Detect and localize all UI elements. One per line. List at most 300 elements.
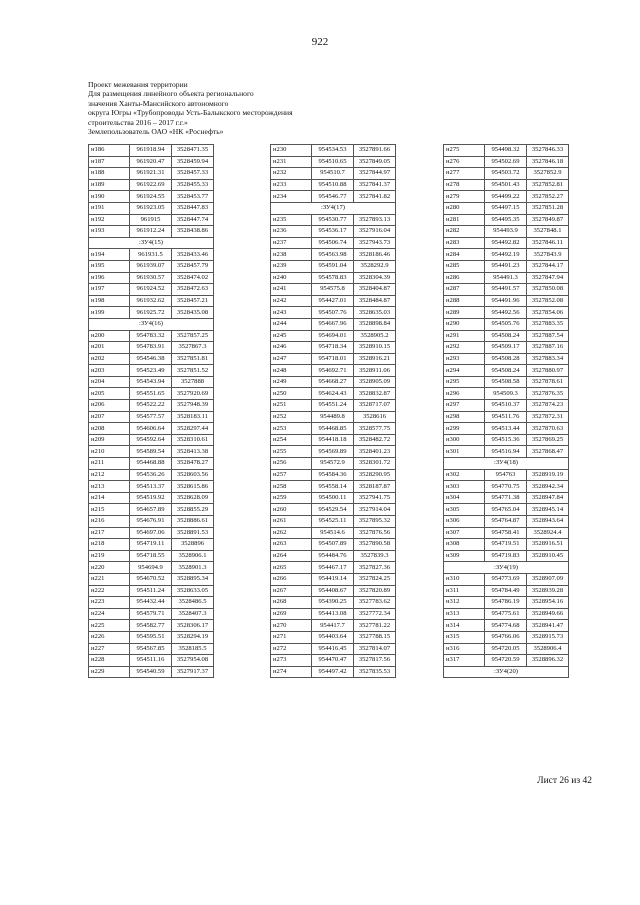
x-coordinate-cell: 954492.56 [485,307,527,319]
y-coordinate-cell: 3528916.51 [527,539,569,551]
point-id-cell: н198 [89,295,130,307]
x-coordinate-cell: 954510.37 [485,400,527,412]
y-coordinate-cell: 3527916.04 [354,226,396,238]
table-row [89,608,214,620]
y-coordinate-cell: 3527948.39 [172,400,214,412]
contour-row [444,666,569,678]
y-coordinate-cell: 3527888 [172,376,214,388]
y-coordinate-cell: 3527869.25 [527,434,569,446]
table-row [271,226,396,238]
table-row [271,666,396,678]
x-coordinate-cell: 954563.98 [312,249,354,261]
y-coordinate-cell: 3528478.27 [172,458,214,470]
table-row [444,388,569,400]
y-coordinate-cell: 3528577.75 [354,423,396,435]
table-row [89,272,214,284]
x-coordinate-cell: 954505.76 [485,318,527,330]
y-coordinate-cell: 3528401.23 [354,446,396,458]
point-id-cell: н260 [271,504,312,516]
x-coordinate-cell: 954501.43 [485,179,527,191]
table-row [271,516,396,528]
point-id-cell: н216 [89,516,130,528]
x-coordinate-cell: 954529.54 [312,504,354,516]
x-coordinate-cell: 954540.59 [130,666,172,678]
table-row [89,388,214,400]
x-coordinate-cell: 954783.32 [130,330,172,342]
x-coordinate-cell: 954584.36 [312,469,354,481]
contour-row [444,458,569,470]
point-id-cell: н269 [271,608,312,620]
table-row [444,446,569,458]
x-coordinate-cell: 954694.01 [312,330,354,342]
table-row [89,492,214,504]
x-coordinate-cell: 954783.91 [130,342,172,354]
table-row [89,585,214,597]
y-coordinate-cell: 3527846.18 [527,156,569,168]
y-coordinate-cell: 3527827.36 [354,562,396,574]
contour-label: :ЗУ4(18) [444,458,569,470]
point-id-cell: н264 [271,550,312,562]
y-coordinate-cell: 3527876.56 [354,527,396,539]
y-coordinate-cell: 3528886.61 [172,516,214,528]
table-row [271,376,396,388]
point-id-cell: н263 [271,539,312,551]
y-coordinate-cell: 3528954.16 [527,597,569,609]
point-id-cell: н277 [444,168,485,180]
table-row [271,307,396,319]
table-row [444,376,569,388]
x-coordinate-cell: 954551.65 [130,388,172,400]
table-row [444,168,569,180]
y-coordinate-cell: 3527852.9 [527,168,569,180]
x-coordinate-cell: 954758.41 [485,527,527,539]
x-coordinate-cell: 954495.35 [485,214,527,226]
y-coordinate-cell: 3528447.74 [172,214,214,226]
table-row [89,504,214,516]
point-id-cell: н254 [271,434,312,446]
point-id-cell: н187 [89,156,130,168]
table-row [89,458,214,470]
x-coordinate-cell: 954418.18 [312,434,354,446]
point-id-cell: н303 [444,481,485,493]
point-id-cell: н273 [271,655,312,667]
table-row [444,365,569,377]
x-coordinate-cell: 954492.82 [485,237,527,249]
y-coordinate-cell: 3528942.34 [527,481,569,493]
y-coordinate-cell: 3528304.39 [354,272,396,284]
x-coordinate-cell: 954773.69 [485,573,527,585]
contour-row [271,202,396,214]
y-coordinate-cell: 3528603.56 [172,469,214,481]
x-coordinate-cell: 961912.24 [130,226,172,238]
table-row [271,573,396,585]
y-coordinate-cell: 3528472.63 [172,284,214,296]
x-coordinate-cell: 954502.69 [485,156,527,168]
point-id-cell: н284 [444,249,485,261]
table-row [271,214,396,226]
x-coordinate-cell: 954498.32 [485,145,527,157]
table-row [271,168,396,180]
coordinates-table-1 [88,144,214,678]
table-row [89,295,214,307]
table-row [271,631,396,643]
y-coordinate-cell: 3527814.07 [354,643,396,655]
table-row [444,226,569,238]
point-id-cell: н271 [271,631,312,643]
point-id-cell: н248 [271,365,312,377]
x-coordinate-cell: 954775.61 [485,608,527,620]
point-id-cell: н311 [444,585,485,597]
table-row [89,655,214,667]
x-coordinate-cell: 961924.52 [130,284,172,296]
point-id-cell: н247 [271,353,312,365]
table-row [271,585,396,597]
y-coordinate-cell: 3528404.87 [354,284,396,296]
x-coordinate-cell: 954499.22 [485,191,527,203]
table-row [444,156,569,168]
point-id-cell: н230 [271,145,312,157]
point-id-cell: н315 [444,631,485,643]
point-id-cell: н296 [444,388,485,400]
table-row [444,214,569,226]
x-coordinate-cell: 954567.85 [130,643,172,655]
y-coordinate-cell: 3528413.38 [172,446,214,458]
y-coordinate-cell: 3528855.29 [172,504,214,516]
y-coordinate-cell: 3527954.08 [172,655,214,667]
point-id-cell: н228 [89,655,130,667]
table-row [89,214,214,226]
sheet-footer: Лист 26 из 42 [537,776,592,786]
x-coordinate-cell: 954720.05 [485,643,527,655]
y-coordinate-cell: 3528455.33 [172,179,214,191]
point-id-cell: н201 [89,342,130,354]
table-row [271,446,396,458]
y-coordinate-cell: 3527841.82 [354,191,396,203]
contour-label: :ЗУ4(19) [444,562,569,574]
x-coordinate-cell: 954719.51 [485,539,527,551]
table-row [89,411,214,423]
x-coordinate-cell: 954491.3 [485,272,527,284]
y-coordinate-cell: 3527846.33 [527,145,569,157]
table-row [444,411,569,423]
point-id-cell: н285 [444,260,485,272]
point-id-cell: н210 [89,446,130,458]
point-id-cell: н204 [89,376,130,388]
x-coordinate-cell: 954522.22 [130,400,172,412]
point-id-cell: н225 [89,620,130,632]
point-id-cell: н312 [444,597,485,609]
point-id-cell: н235 [271,214,312,226]
y-coordinate-cell: 3528457.21 [172,295,214,307]
y-coordinate-cell: 3528910.15 [354,342,396,354]
x-coordinate-cell: 954508.24 [485,330,527,342]
point-id-cell: н207 [89,411,130,423]
table-row [444,516,569,528]
point-id-cell: н232 [271,168,312,180]
y-coordinate-cell: 3528910.45 [527,550,569,562]
x-coordinate-cell: 954606.64 [130,423,172,435]
point-id-cell: н206 [89,400,130,412]
x-coordinate-cell: 954510.88 [312,179,354,191]
point-id-cell: н298 [444,411,485,423]
y-coordinate-cell: 3528628.09 [172,492,214,504]
page-number: 922 [311,36,329,48]
contour-row [89,237,214,249]
contour-row [89,318,214,330]
point-id-cell: н261 [271,516,312,528]
x-coordinate-cell: 954595.51 [130,631,172,643]
point-id-cell: н308 [444,539,485,551]
table-row [444,504,569,516]
table-row [89,365,214,377]
x-coordinate-cell: 954493.9 [485,226,527,238]
x-coordinate-cell: 954591.04 [312,260,354,272]
point-id-cell: н200 [89,330,130,342]
point-id-cell: н272 [271,643,312,655]
point-id-cell: н193 [89,226,130,238]
table-row [271,643,396,655]
y-coordinate-cell: 3527772.34 [354,608,396,620]
table-row [89,376,214,388]
table-row [271,365,396,377]
table-row [271,191,396,203]
y-coordinate-cell: 3527847.94 [527,272,569,284]
point-id-cell: н199 [89,307,130,319]
point-id-cell: н259 [271,492,312,504]
y-coordinate-cell: 3528486.5 [172,597,214,609]
x-coordinate-cell: 961931.5 [130,249,172,261]
table-row [444,573,569,585]
y-coordinate-cell: 3527852.08 [527,295,569,307]
y-coordinate-cell: 3527887.54 [527,330,569,342]
x-coordinate-cell: 954492.19 [485,249,527,261]
x-coordinate-cell: 954589.54 [130,446,172,458]
x-coordinate-cell: 954718.01 [312,353,354,365]
y-coordinate-cell: 3528447.83 [172,202,214,214]
x-coordinate-cell: 961918.94 [130,145,172,157]
x-coordinate-cell: 954784.49 [485,585,527,597]
table-row [444,481,569,493]
point-id-cell: н286 [444,272,485,284]
y-coordinate-cell: 3527846.11 [527,237,569,249]
y-coordinate-cell: 3528615.86 [172,481,214,493]
table-row [271,295,396,307]
y-coordinate-cell: 3527890.58 [354,539,396,551]
x-coordinate-cell: 954624.43 [312,388,354,400]
y-coordinate-cell: 3528898.84 [354,318,396,330]
table-row [271,597,396,609]
table-row [271,353,396,365]
header-line: значения Ханты-Мансийского автономного [88,98,229,108]
table-row [89,573,214,585]
x-coordinate-cell: 954592.64 [130,434,172,446]
point-id-cell: н274 [271,666,312,678]
y-coordinate-cell: 3528916.21 [354,353,396,365]
point-id-cell: н220 [89,562,130,574]
table-row [89,400,214,412]
point-id-cell: н268 [271,597,312,609]
x-coordinate-cell: 954508.24 [485,365,527,377]
point-id-cell: н299 [444,423,485,435]
x-coordinate-cell: 954697.06 [130,527,172,539]
y-coordinate-cell: 3528438.86 [172,226,214,238]
header-line: строительства 2016 – 2017 г.г.» [88,117,188,127]
y-coordinate-cell: 3527844.97 [354,168,396,180]
y-coordinate-cell: 3528185.5 [172,643,214,655]
y-coordinate-cell: 3528947.84 [527,492,569,504]
y-coordinate-cell: 3528919.19 [527,469,569,481]
point-id-cell: н250 [271,388,312,400]
y-coordinate-cell: 3527839.3 [354,550,396,562]
coordinates-table-3 [443,144,569,678]
table-row [271,608,396,620]
table-row [271,260,396,272]
table-row [271,318,396,330]
table-row [271,469,396,481]
point-id-cell: н203 [89,365,130,377]
y-coordinate-cell: 3527867.3 [172,342,214,354]
table-row [89,202,214,214]
x-coordinate-cell: 961924.55 [130,191,172,203]
point-id-cell: н217 [89,527,130,539]
x-coordinate-cell: 954578.83 [312,272,354,284]
point-id-cell: н224 [89,608,130,620]
point-id-cell: н306 [444,516,485,528]
point-id-cell: н239 [271,260,312,272]
table-row [89,631,214,643]
x-coordinate-cell: 954468.85 [312,423,354,435]
x-coordinate-cell: 954519.92 [130,492,172,504]
point-id-cell: н236 [271,226,312,238]
y-coordinate-cell: 3527851.28 [527,202,569,214]
table-row [89,260,214,272]
table-row [89,620,214,632]
y-coordinate-cell: 3527820.89 [354,585,396,597]
table-row [271,400,396,412]
y-coordinate-cell: 3528453.77 [172,191,214,203]
point-id-cell: н262 [271,527,312,539]
point-id-cell: н233 [271,179,312,191]
x-coordinate-cell: 954525.11 [312,516,354,528]
point-id-cell: н190 [89,191,130,203]
x-coordinate-cell: 954427.01 [312,295,354,307]
table-row [271,492,396,504]
point-id-cell: н288 [444,295,485,307]
table-row [271,342,396,354]
x-coordinate-cell: 954509.17 [485,342,527,354]
table-row [89,249,214,261]
x-coordinate-cell: 954507.89 [312,539,354,551]
table-row [271,249,396,261]
point-id-cell: н186 [89,145,130,157]
point-id-cell: н229 [89,666,130,678]
x-coordinate-cell: 954413.08 [312,608,354,620]
x-coordinate-cell: 954582.77 [130,620,172,632]
table-row [444,527,569,539]
table-row [444,631,569,643]
table-row [444,608,569,620]
point-id-cell: н240 [271,272,312,284]
x-coordinate-cell: 954551.24 [312,400,354,412]
x-coordinate-cell: 954511.16 [130,655,172,667]
y-coordinate-cell: 3528433.46 [172,249,214,261]
y-coordinate-cell: 3528635.03 [354,307,396,319]
point-id-cell: н265 [271,562,312,574]
x-coordinate-cell: 954408.67 [312,585,354,597]
x-coordinate-cell: 961925.72 [130,307,172,319]
point-id-cell: н310 [444,573,485,585]
point-id-cell: н252 [271,411,312,423]
table-row [271,434,396,446]
x-coordinate-cell: 954667.96 [312,318,354,330]
x-coordinate-cell: 961939.07 [130,260,172,272]
table-row [271,237,396,249]
table-row [271,527,396,539]
x-coordinate-cell: 954510.7 [312,168,354,180]
y-coordinate-cell: 3528292.9 [354,260,396,272]
x-coordinate-cell: 954692.71 [312,365,354,377]
x-coordinate-cell: 954417.7 [312,620,354,632]
x-coordinate-cell: 954676.91 [130,516,172,528]
point-id-cell: н287 [444,284,485,296]
y-coordinate-cell: 3528471.35 [172,145,214,157]
y-coordinate-cell: 3528459.94 [172,156,214,168]
y-coordinate-cell: 3527849.87 [527,214,569,226]
y-coordinate-cell: 3528457.33 [172,168,214,180]
point-id-cell: н267 [271,585,312,597]
y-coordinate-cell: 3528294.19 [172,631,214,643]
table-row [444,330,569,342]
point-id-cell: н246 [271,342,312,354]
table-row [89,226,214,238]
table-row [444,237,569,249]
x-coordinate-cell: 961923.05 [130,202,172,214]
y-coordinate-cell: 3528906.1 [172,550,214,562]
table-row [89,191,214,203]
y-coordinate-cell: 3528895.34 [172,573,214,585]
point-id-cell: н280 [444,202,485,214]
y-coordinate-cell: 3528306.17 [172,620,214,632]
y-coordinate-cell: 3527868.47 [527,446,569,458]
y-coordinate-cell: 3528482.72 [354,434,396,446]
table-row [271,539,396,551]
table-row [271,411,396,423]
x-coordinate-cell: 954506.74 [312,237,354,249]
table-row [271,550,396,562]
point-id-cell: н251 [271,400,312,412]
point-id-cell: н244 [271,318,312,330]
point-id-cell: н243 [271,307,312,319]
y-coordinate-cell: 3527917.37 [172,666,214,678]
table-row [444,655,569,667]
point-id-cell: н214 [89,492,130,504]
x-coordinate-cell: 954432.44 [130,597,172,609]
point-id-cell: н276 [444,156,485,168]
table-row [444,295,569,307]
x-coordinate-cell: 954763 [485,469,527,481]
point-id-cell: н317 [444,655,485,667]
x-coordinate-cell: 954468.88 [130,458,172,470]
x-coordinate-cell: 954558.14 [312,481,354,493]
y-coordinate-cell: 3527817.56 [354,655,396,667]
table-row [89,423,214,435]
point-id-cell: н242 [271,295,312,307]
y-coordinate-cell: 3527841.37 [354,179,396,191]
x-coordinate-cell: 954508.28 [485,353,527,365]
x-coordinate-cell: 954718.55 [130,550,172,562]
y-coordinate-cell: 3528905.09 [354,376,396,388]
point-id-cell: н300 [444,434,485,446]
